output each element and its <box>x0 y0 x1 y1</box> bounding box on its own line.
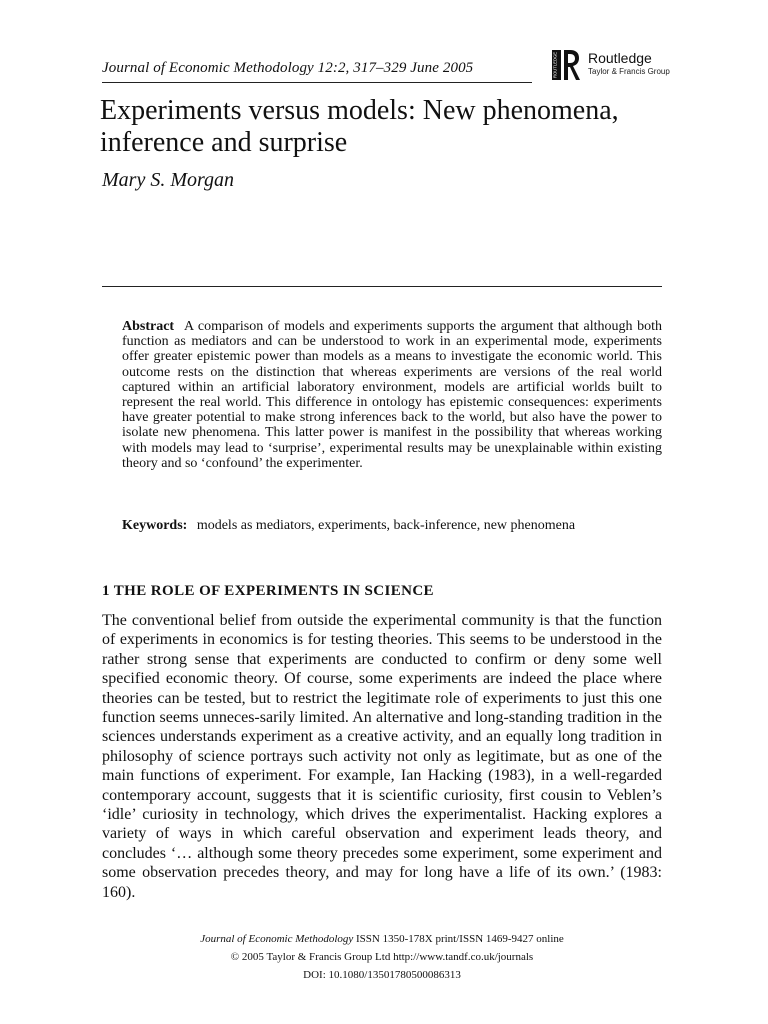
footer-journal-name: Journal of Economic Methodology <box>200 933 354 945</box>
title-rule <box>102 286 662 287</box>
publisher-name: Routledge <box>588 50 652 66</box>
footer-issn-line <box>102 930 662 948</box>
routledge-logo-icon <box>552 48 580 82</box>
footer-issn: ISSN 1350-178X print/ISSN 1469-9427 online <box>356 933 564 945</box>
section-heading: 1 THE ROLE OF EXPERIMENTS IN SCIENCE <box>102 583 434 599</box>
publisher-mark-text: ROUTLEDGE <box>552 51 558 79</box>
abstract-text: A comparison of models and experiments supports the argument that although both function as mediators and can be understood to work in an experimental mode, experiments offer greater epistemic power than models as a means to investigate the economic world. This outcome rests on the distinction that whereas experiments are versions of the real world captured within an artificial laboratory environment, models are artificial worlds built to represent the real world. This difference in ontology has epistemic consequences: experiments have greater potential to make strong inferences back to the world, but also have the power to isolate new phenomena. This latter power is manifest in the possibility that whereas working with models may lead to ‘surprise’, experimental results may be unexplainable within existing theory and so ‘confound’ the experimenter. <box>122 319 663 471</box>
abstract <box>122 319 662 471</box>
article-title: Experiments versus models: New phenomena, inference and surprise <box>100 95 619 158</box>
publisher-group: Taylor & Francis Group <box>588 67 670 76</box>
section-body-paragraph: The conventional belief from outside the experimental community is that the function of experiments in economics is for testing theories. This seems to be understood in the rather strong sense that experiments are conducted to confirm or deny some well specified economic theory. Of course, some experiments are indeed the place where theories can be tested, but to restrict the legitimate role of experiments to just this one function seems unneces-sarily limited. An alternative and long-standing tradition in the sciences understands experiment as a creative activity, and an equally long tradition in philosophy of science portrays such activity not only as legitimate, but as one of the main functions of experiment. For example, Ian Hacking (1983), in a well-regarded contemporary account, suggests that it is scientific curiosity, first cousin to Veblen’s ‘idle’ curiosity in technology, which drives the experimentalist. Hacking explores a variety of ways in which careful observation and experiment leads theory, and concludes ‘… although some theory precedes some experiment, some experiment and some observation precedes theory, and may for long have a life of its own.’ (1983: 160). <box>102 612 662 901</box>
keywords-text: models as mediators, experiments, back-inference, new phenomena <box>196 518 576 533</box>
footer-copyright: © 2005 Taylor & Francis Group Ltd http://www.tandf.co.uk/journals <box>230 951 534 963</box>
header-rule <box>102 82 532 83</box>
keywords-label: Keywords: <box>122 518 188 533</box>
journal-citation-line: Journal of Economic Methodology 12:2, 317–329 June 2005 <box>102 60 474 76</box>
footer-doi: DOI: 10.1080/13501780500086313 <box>303 969 461 981</box>
article-author: Mary S. Morgan <box>102 169 235 191</box>
page-footer <box>102 930 662 984</box>
abstract-label: Abstract <box>122 319 175 334</box>
keywords <box>122 518 662 534</box>
publisher-logo <box>548 44 668 84</box>
